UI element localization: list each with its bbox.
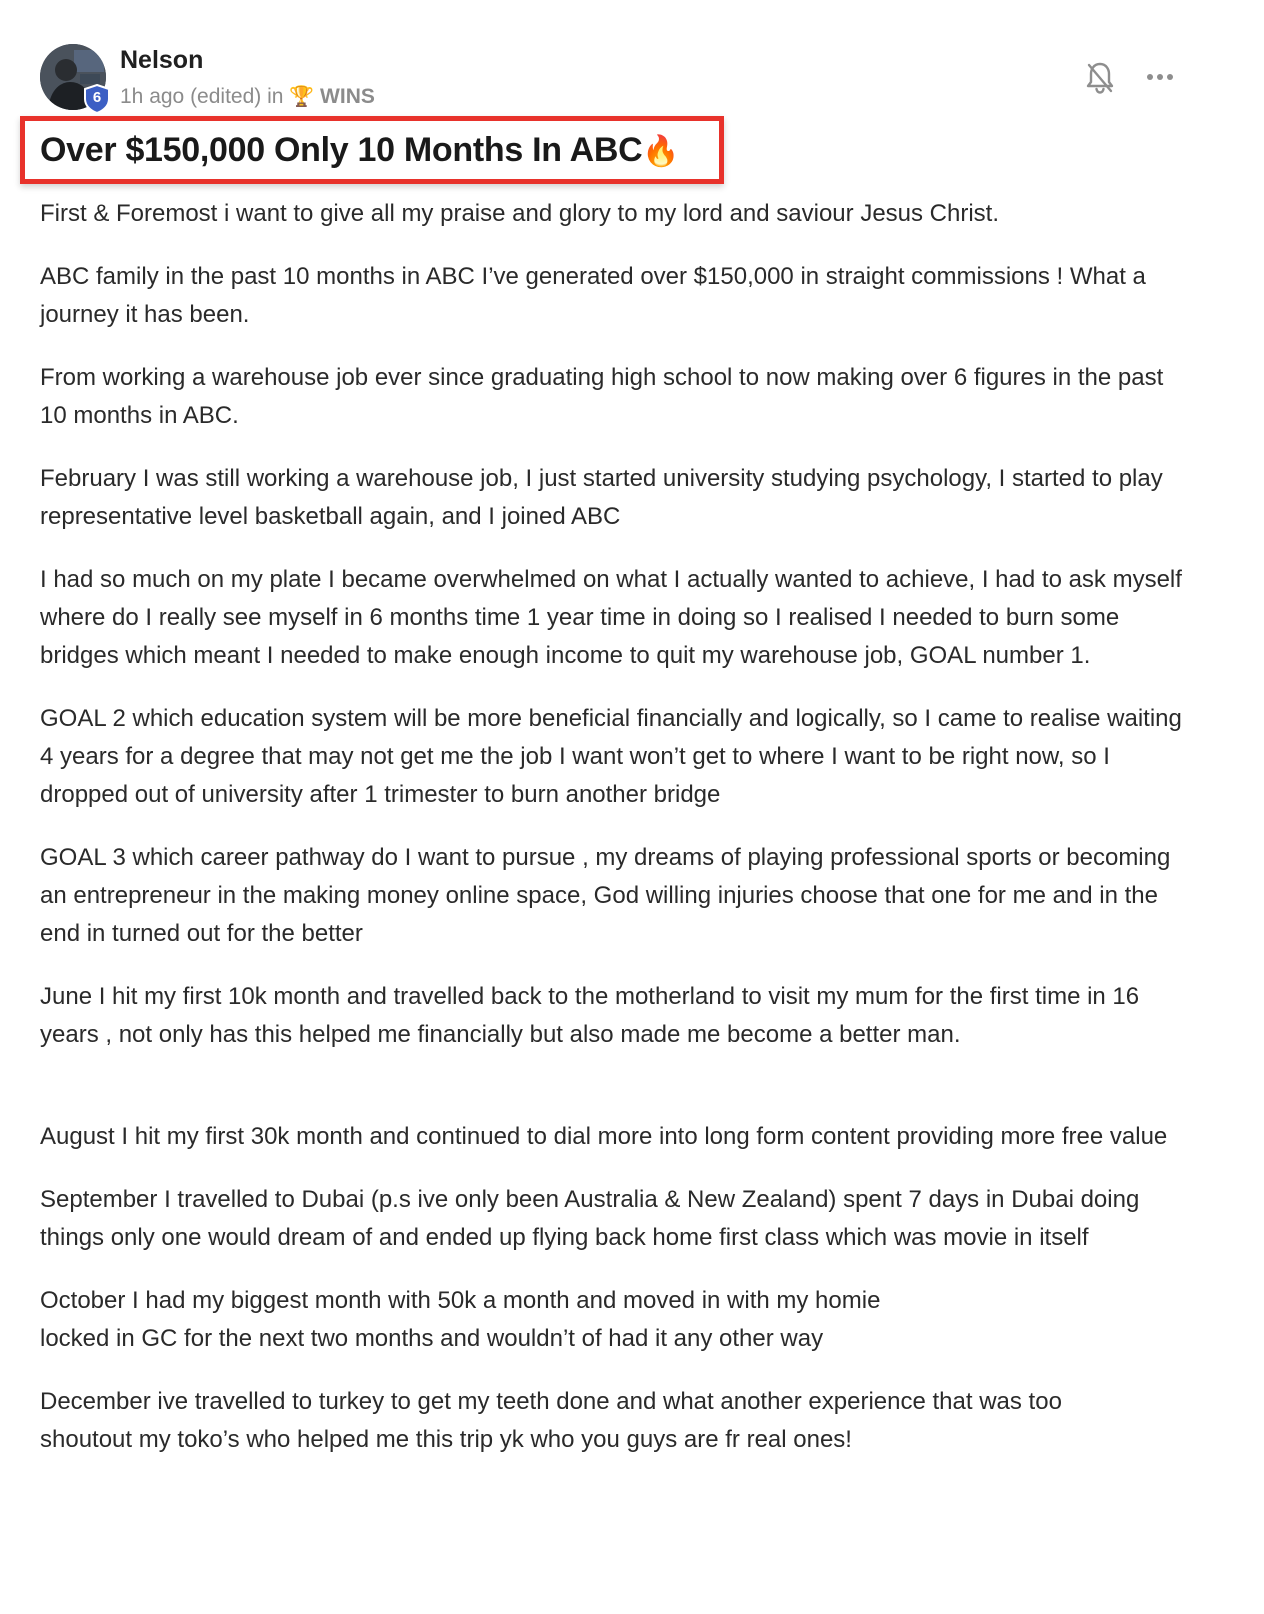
paragraph-line: October I had my biggest month with 50k a month and moved in with my homie xyxy=(40,1287,881,1314)
paragraph: GOAL 2 which education system will be more beneficial financially and logically, so I came to realise waiting 4 years for a degree that may not get me the job I want won’t get to where I want to be right now, so I dropped out of university after 1 trimester to burn another bridge xyxy=(40,705,1182,808)
bell-off-icon[interactable] xyxy=(1084,60,1116,96)
trophy-icon: 🏆 xyxy=(289,86,315,108)
post-time: 1h ago (edited) in xyxy=(120,85,284,108)
paragraph: February I was still working a warehouse job, I just started university studying psychology, I started to play representative level basketball again, and I joined ABC xyxy=(40,465,1163,530)
level-number: 6 xyxy=(92,89,102,106)
post-title-text: Over $150,000 Only 10 Months In ABC xyxy=(40,131,643,169)
post-meta xyxy=(120,84,375,109)
level-badge xyxy=(84,84,110,114)
paragraph: From working a warehouse job ever since graduating high school to now making over 6 figures in the past 10 months in ABC. xyxy=(40,364,1164,429)
post-title xyxy=(40,131,679,170)
more-options-icon[interactable] xyxy=(1142,62,1182,92)
paragraph-line: December ive travelled to turkey to get my teeth done and what another experience that was too xyxy=(40,1388,1062,1415)
paragraph: I had so much on my plate I became overwhelmed on what I actually wanted to achieve, I had to ask myself where do I really see myself in 6 months time 1 year time in doing so I realised I needed to burn some bridges which meant I needed to make enough income to quit my warehouse job, GOAL number 1. xyxy=(40,566,1182,669)
paragraph: June I hit my first 10k month and travelled back to the motherland to visit my mum for the first time in 16 years , not only has this helped me financially but also made me become a better man. xyxy=(40,983,1140,1048)
paragraph-line: locked in GC for the next two months and wouldn’t of had it any other way xyxy=(40,1325,824,1352)
paragraph: August I hit my first 30k month and continued to dial more into long form content providing more free value xyxy=(40,1123,1168,1150)
post-body xyxy=(40,195,1190,1484)
paragraph: ABC family in the past 10 months in ABC I’ve generated over $150,000 in straight commissions ! What a journey it has been. xyxy=(40,263,1146,328)
author-name[interactable]: Nelson xyxy=(120,46,204,74)
paragraph: First & Foremost i want to give all my praise and glory to my lord and saviour Jesus Christ. xyxy=(40,200,1000,227)
category-link[interactable]: WINS xyxy=(320,85,375,108)
paragraph-december xyxy=(40,1383,1190,1459)
paragraph: September I travelled to Dubai (p.s ive only been Australia & New Zealand) spent 7 days in Dubai doing things only one would dream of and ended up flying back home first class which was movie in itself xyxy=(40,1186,1140,1251)
paragraph-october xyxy=(40,1282,1190,1358)
post-header xyxy=(40,44,1220,114)
paragraph: GOAL 3 which career pathway do I want to pursue , my dreams of playing professional sports or becoming an entrepreneur in the making money online space, God willing injuries choose that one for me and in the end in turned out for the better xyxy=(40,844,1171,947)
fire-icon: 🔥 xyxy=(642,135,680,168)
paragraph-line: shoutout my toko’s who helped me this trip yk who you guys are fr real ones! xyxy=(40,1426,852,1453)
